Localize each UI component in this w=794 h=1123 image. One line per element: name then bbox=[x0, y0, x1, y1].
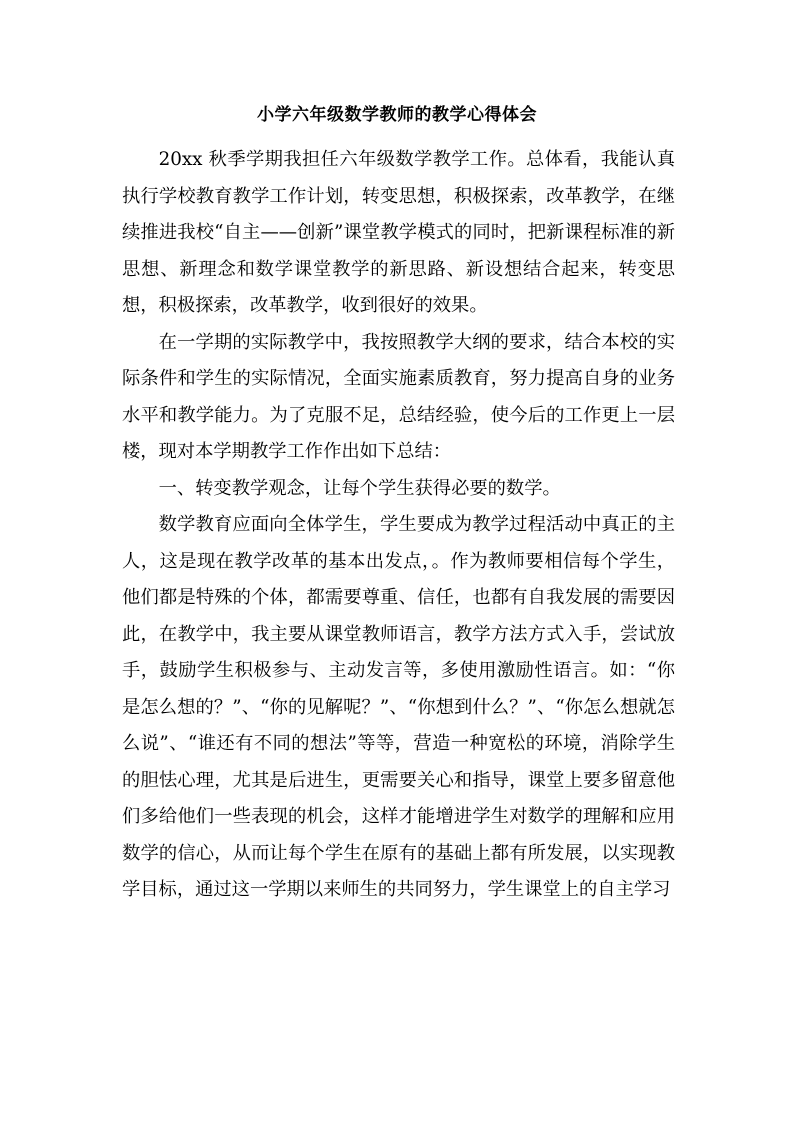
paragraph-summary-intro: 在一学期的实际教学中，我按照教学大纲的要求，结合本校的实际条件和学生的实际情况，全面实施素质教育，努力提高自身的业务水平和教学能力。为了克服不足，总结经验，使今后的工作更上一层楼，现对本学期教学工作作出如下总结： bbox=[122, 331, 675, 462]
document-title: 小学六年级数学教师的教学心得体会 bbox=[257, 105, 537, 125]
section-heading-1: 一、转变教学观念，让每个学生获得必要的数学。 bbox=[158, 477, 561, 499]
paragraph-intro: 20xx 秋季学期我担任六年级数学教学工作。总体看，我能认真执行学校教育教学工作计划，转变思想，积极探索，改革教学，在继续推进我校“自主——创新”课堂教学模式的同时，把新课程标准的新思想、新理念和数学课堂教学的新思路、新设想结合起来，转变思想，积极探索，改革教学，收到很好的效果。 bbox=[122, 149, 675, 316]
paragraph-section-1: 数学教育应面向全体学生，学生要成为教学过程活动中真正的主人，这是现在教学改革的基本出发点，。作为教师要相信每个学生，他们都是特殊的个体，都需要尊重、信任，也都有自我发展的需要因此，在教学中，我主要从课堂教师语言，教学方法方式入手，尝试放手，鼓励学生积极参与、主动发言等，多使用激励性语言。如：“你是怎么想的？”、“你的见解呢？”、“你想到什么？”、“你怎么想就怎么说”、“谁还有不同的想法”等等，营造一种宽松的环境，消除学生的胆怯心理，尤其是后进生，更需要关心和指导，课堂上要多留意他们多给他们一些表现的机会，这样才能增进学生对数学的理解和应用数学的信心，从而让每个学生在原有的基础上都有所发展，以实现教学目标，通过这一学期以来师生的共同努力，学生课堂上的自主学习 bbox=[122, 514, 675, 900]
document-body bbox=[122, 142, 675, 909]
